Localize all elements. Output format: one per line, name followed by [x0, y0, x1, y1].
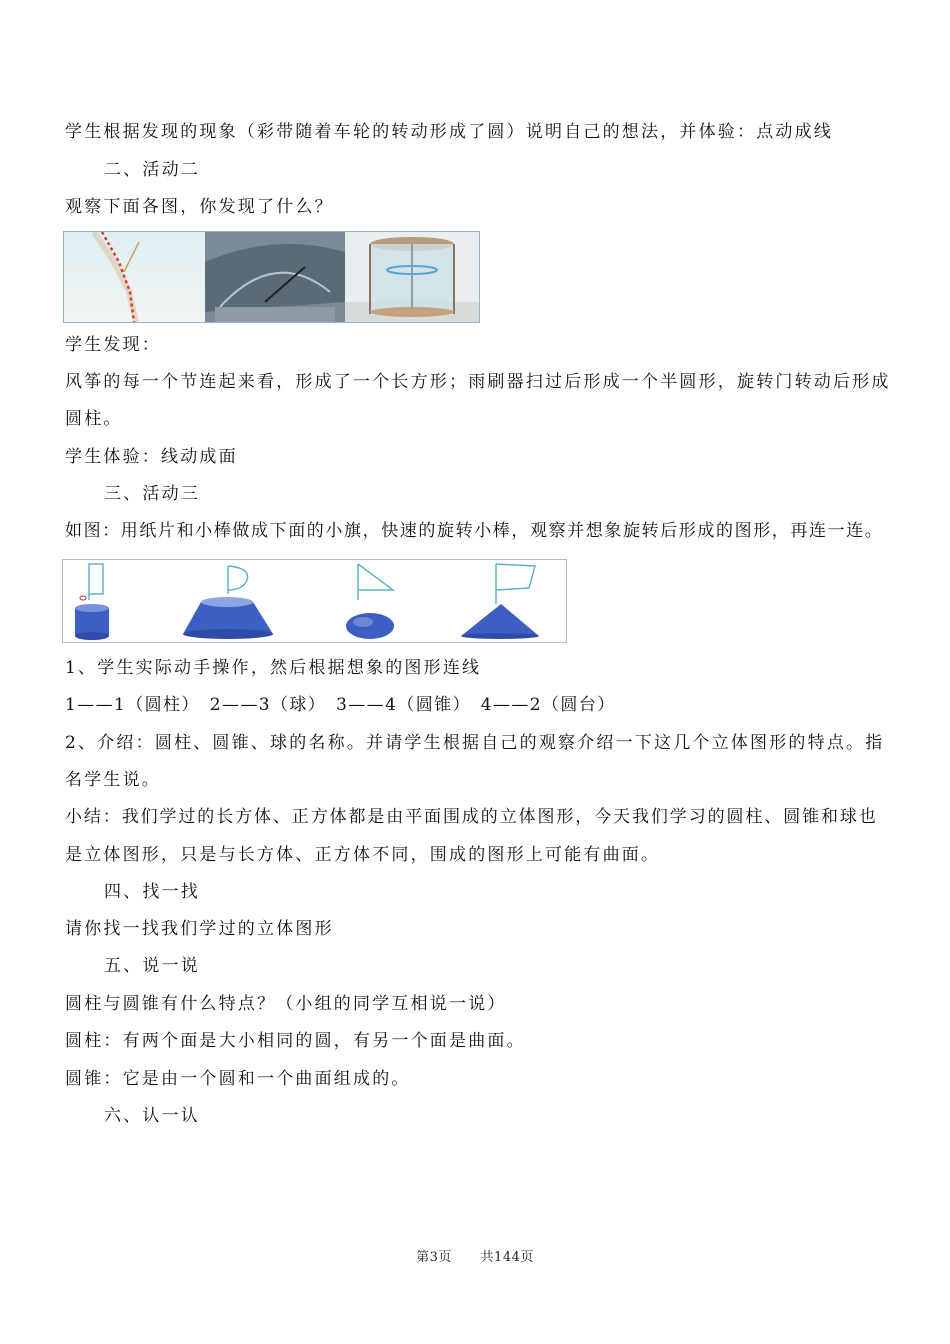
paragraph: 学生体验：线动成面	[65, 447, 238, 467]
section-heading: 六、认一认	[104, 1106, 200, 1126]
paragraph: 风筝的每一个节连起来看，形成了一个长方形；雨刷器扫过后形成一个半圆形，旋转门转动后形成	[65, 372, 891, 392]
revolving-door-photo	[345, 232, 479, 322]
page-footer	[0, 1246, 950, 1265]
page-total: 共144页	[480, 1250, 534, 1265]
flag-rotation-figure	[62, 559, 567, 643]
paragraph: 圆柱。	[65, 409, 123, 429]
cylinder-shape	[75, 596, 109, 640]
windshield-wiper-photo	[205, 232, 345, 322]
answer-line: 1——1（圆柱） 2——3（球） 3——4（圆锥） 4——2（圆台）	[65, 695, 616, 715]
sphere-shape	[346, 613, 394, 639]
photo-strip	[63, 231, 480, 323]
semicircle-flag	[228, 566, 248, 594]
paragraph: 如图：用纸片和小棒做成下面的小旗，快速的旋转小棒，观察并想象旋转后形成的图形，再连一连。	[65, 521, 884, 541]
rectangle-flag	[89, 564, 103, 600]
question: 观察下面各图，你发现了什么？	[65, 197, 334, 217]
paragraph: 圆锥：它是由一个圆和一个曲面组成的。	[65, 1069, 411, 1089]
summary: 小结：我们学过的长方体、正方体都是由平面围成的立体图形，今天我们学习的圆柱、圆锥和球也	[65, 807, 878, 827]
page-number: 第3页	[416, 1250, 452, 1265]
paragraph: 学生根据发现的现象（彩带随着车轮的转动形成了圆）说明自己的想法，并体验：点动成线	[65, 122, 833, 142]
section-heading: 五、说一说	[104, 956, 200, 976]
paragraph: 圆柱：有两个面是大小相同的圆，有另一个面是曲面。	[65, 1031, 526, 1051]
kite-photo	[64, 232, 205, 322]
paragraph: 学生发现：	[65, 335, 161, 355]
section-heading: 二、活动二	[104, 160, 200, 180]
quarter-circle-flag	[358, 564, 393, 600]
section-heading: 三、活动三	[104, 484, 200, 504]
triangle-flag	[496, 564, 535, 604]
paragraph: 请你找一找我们学过的立体图形	[65, 919, 334, 939]
paragraph: 1、学生实际动手操作，然后根据想象的图形连线	[65, 658, 482, 678]
paragraph: 2、介绍：圆柱、圆锥、球的名称。并请学生根据自己的观察介绍一下这几个立体图形的特点。指	[65, 733, 885, 753]
section-heading: 四、找一找	[104, 882, 200, 902]
paragraph: 名学生说。	[65, 770, 161, 790]
cone-shape	[461, 604, 539, 639]
summary: 是立体图形，只是与长方体、正方体不同，围成的图形上可能有曲面。	[65, 845, 661, 865]
paragraph: 圆柱与圆锥有什么特点？（小组的同学互相说一说）	[65, 994, 507, 1014]
frustum-shape	[183, 597, 273, 639]
